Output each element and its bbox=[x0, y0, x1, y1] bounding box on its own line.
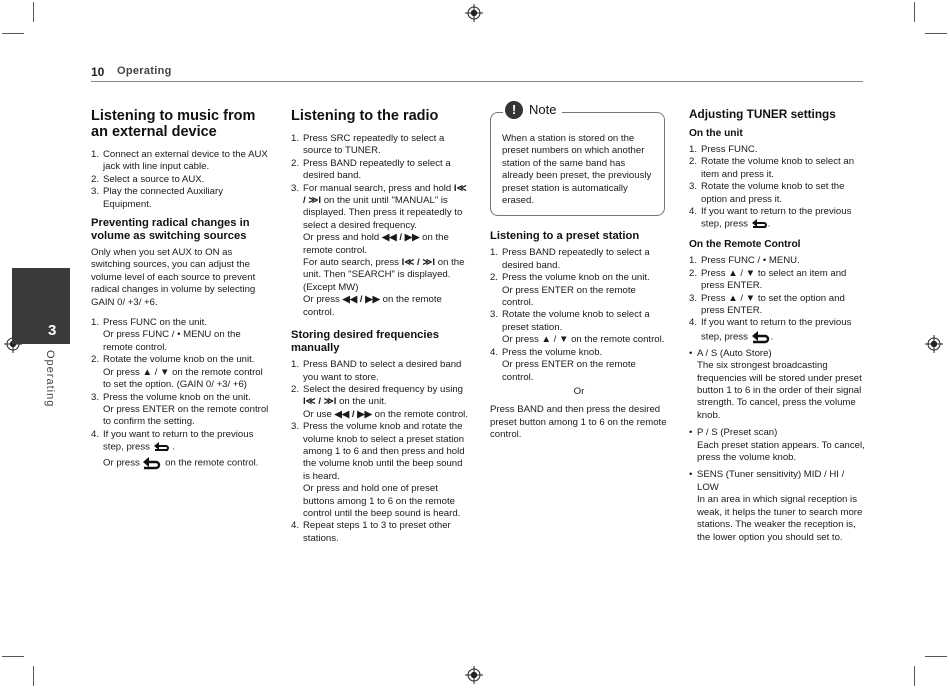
list-item: 3. Play the connected Auxiliary Equipment. bbox=[91, 186, 223, 210]
column-radio bbox=[291, 108, 469, 547]
subsection-title: Preventing radical changes in volume as switching sources bbox=[91, 217, 250, 243]
list-item: 1. Press FUNC. bbox=[689, 144, 758, 155]
or-separator: Or bbox=[573, 385, 585, 397]
step-list bbox=[689, 255, 867, 343]
step-list bbox=[490, 247, 668, 383]
search-icon: ◀◀ / ▶▶ bbox=[342, 294, 380, 306]
skip-icon: I≪ / ≫I bbox=[401, 257, 436, 269]
list-item: 2. Rotate the volume knob on the unit. Or press ▲ / ▼ on the remote control to set the option. (GAIN 0/ +3/ +6) bbox=[91, 354, 263, 391]
registration-mark-icon bbox=[465, 4, 483, 22]
crop-mark bbox=[914, 2, 915, 22]
note-box bbox=[490, 101, 665, 216]
list-item: 2. Select the desired frequency by using I≪ / ≫I on the unit. Or use ◀◀ / ▶▶ on the remote control. bbox=[291, 383, 468, 420]
crop-mark bbox=[914, 666, 915, 686]
list-item: 1. Press FUNC / • MENU. bbox=[689, 255, 800, 267]
return-icon bbox=[153, 441, 170, 453]
header-rule bbox=[91, 81, 863, 82]
list-item: • SENS (Tuner sensitivity) MID / HI / LOW In an area in which signal reception is weak, it helps the tuner to search more stations. The weaker the reception is, the lower option you should set to. bbox=[689, 469, 863, 543]
note-text: When a station is stored on the preset numbers on which another station of the same band has already been preset, the previously preset station is automatically erased. bbox=[502, 133, 652, 207]
section-title: Listening to music from an external device bbox=[91, 108, 256, 140]
list-item: 3. Rotate the volume knob to set the option and press it. bbox=[689, 181, 845, 205]
list-item: 4. If you want to return to the previous step, press . bbox=[689, 317, 852, 343]
crop-mark bbox=[2, 33, 24, 34]
paragraph: Only when you set AUX to ON as switching sources, you can adjust the volume level of each source to prevent radical changes in volume by selecting GAIN 0/ +3/ +6. bbox=[91, 247, 256, 308]
list-item: 1. Press FUNC on the unit. Or press FUNC / • MENU on the remote control. bbox=[91, 317, 241, 353]
crop-mark bbox=[2, 656, 24, 657]
step-list bbox=[291, 359, 469, 545]
search-icon: ◀◀ / ▶▶ bbox=[381, 232, 420, 244]
list-item: 1. Press SRC repeatedly to select a source to TUNER. bbox=[291, 133, 445, 157]
list-item: 2. Press ▲ / ▼ to select an item and press ENTER. bbox=[689, 267, 847, 292]
subsection-title: Storing desired frequencies manually bbox=[291, 329, 439, 355]
list-item: 2. Press BAND repeatedly to select a desired band. bbox=[291, 157, 451, 182]
column-preset bbox=[490, 100, 668, 446]
list-item: 1. Press BAND to select a desired band you want to store. bbox=[291, 359, 462, 383]
list-item: 4. If you want to return to the previous step, press . bbox=[689, 206, 852, 230]
return-icon bbox=[751, 330, 771, 344]
list-item: 1. Connect an external device to the AUX jack with line input cable. bbox=[91, 149, 268, 173]
crop-mark bbox=[925, 33, 947, 34]
section-name: Operating bbox=[117, 65, 172, 77]
step-list bbox=[91, 317, 271, 470]
search-icon: ◀◀ / ▶▶ bbox=[334, 408, 372, 420]
return-icon bbox=[751, 218, 768, 230]
list-item: • P / S (Preset scan) Each preset station appears. To cancel, press the volume knob. bbox=[689, 427, 865, 464]
crop-mark bbox=[33, 666, 34, 686]
section-title: Adjusting TUNER settings bbox=[689, 107, 836, 121]
subsection-title: On the Remote Control bbox=[689, 239, 801, 251]
note-title: Note bbox=[529, 101, 557, 117]
list-item: 3. Press ▲ / ▼ to set the option and press ENTER. bbox=[689, 292, 845, 316]
crop-mark bbox=[33, 2, 34, 22]
subsection-title: Listening to a preset station bbox=[490, 230, 640, 243]
exclamation-icon: ! bbox=[505, 101, 523, 119]
skip-icon: I≪ / ≫I bbox=[303, 396, 337, 408]
step-list bbox=[689, 144, 867, 231]
note-header bbox=[503, 101, 562, 119]
step-list bbox=[91, 149, 271, 211]
list-item: 2. Select a source to AUX. bbox=[91, 173, 205, 185]
chapter-number: 3 bbox=[48, 322, 57, 339]
skip-icon: I≪ / ≫I bbox=[303, 182, 467, 207]
crop-mark bbox=[925, 656, 947, 657]
list-item: 4. If you want to return to the previous step, press . Or press on the remote control. bbox=[91, 428, 259, 469]
column-tuner-settings bbox=[689, 108, 867, 549]
list-item: • A / S (Auto Store) The six strongest broadcasting frequencies will be stored under preset button 1 to 6 in the order of their signal strength. To cancel, press the volume knob. bbox=[689, 347, 862, 421]
list-item: 2. Press the volume knob on the unit. Or press ENTER on the remote control. bbox=[490, 272, 650, 309]
list-item: 3. Press the volume knob and rotate the volume knob to select a preset station among 1 to 6 and then press and hold the volume knob until the beep sound is heard. Or press and hold one of preset buttons among 1 to 6 on the remote control until the beep sound is heard. bbox=[291, 421, 465, 519]
page-number: 10 bbox=[91, 65, 105, 79]
section-title: Listening to the radio bbox=[291, 108, 439, 124]
list-item: 2. Rotate the volume knob to select an item and press it. bbox=[689, 156, 855, 180]
paragraph: Press BAND and then press the desired preset button among 1 to 6 on the remote control. bbox=[490, 404, 667, 441]
list-item: 4. Repeat steps 1 to 3 to preset other stations. bbox=[291, 520, 451, 544]
list-item: 3. Rotate the volume knob to select a preset station. Or press ▲ / ▼ on the remote control. bbox=[490, 309, 665, 346]
return-icon bbox=[142, 456, 162, 470]
column-external-device bbox=[91, 108, 271, 472]
list-item: 4. Press the volume knob. Or press ENTER on the remote control. bbox=[490, 346, 636, 383]
option-list bbox=[689, 348, 867, 544]
subsection-title: On the unit bbox=[689, 128, 743, 139]
registration-mark-icon bbox=[465, 666, 483, 684]
list-item: 3. Press the volume knob on the unit. Or press ENTER on the remote control to confirm the setting. bbox=[91, 391, 269, 428]
list-item: 3. For manual search, press and hold I≪ / ≫I on the unit until "MANUAL" is displayed. Then press it repeatedly to select a desired frequency. Or press and hold ◀◀ / ▶▶ on the remote control. For auto search, press I≪ / ≫I on the unit. Then "SEARCH" is displayed. (Except MW) Or press ◀◀ / ▶▶ on the remote control. bbox=[291, 182, 467, 318]
registration-mark-icon bbox=[925, 335, 943, 353]
chapter-label: Operating bbox=[44, 350, 56, 408]
list-item: 1. Press BAND repeatedly to select a desired band. bbox=[490, 247, 650, 271]
step-list bbox=[291, 133, 469, 319]
chapter-tab bbox=[12, 268, 70, 344]
